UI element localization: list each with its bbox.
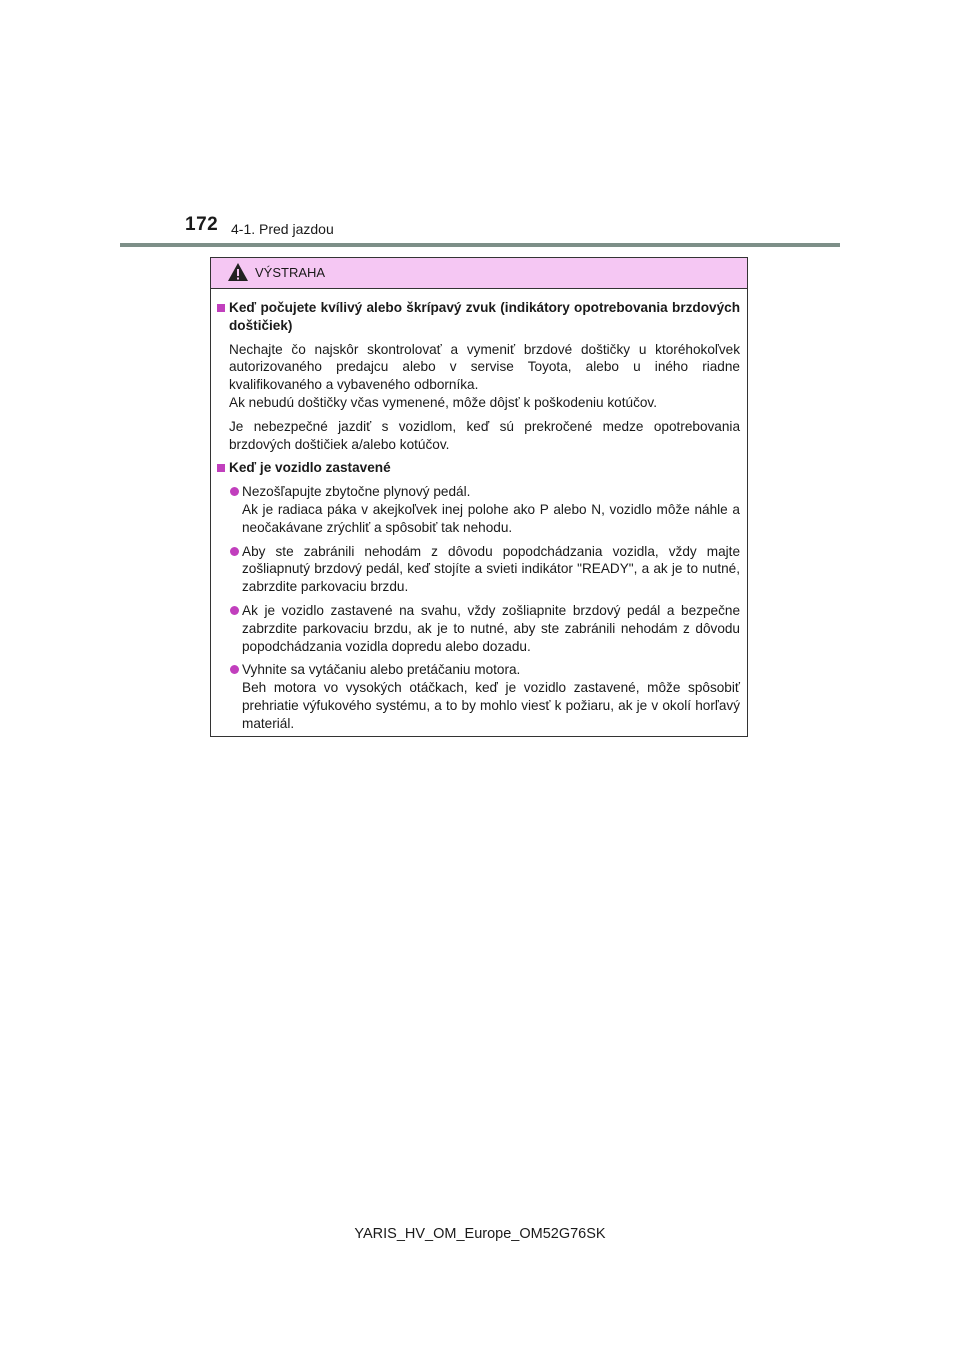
warning-header [211,258,747,289]
warning-item-title-stopped: Keď je vozidlo zastavené [217,459,740,477]
round-bullet-icon [230,487,239,496]
brake-wear-paragraph: Je nebezpečné jazdiť s vozidlom, keď sú prekročené medze opotrebovania brzdových doštičiek a/alebo kotúčov. [229,418,740,452]
warning-item-title-brake-pads: Keď počujete kvílivý alebo škrípavý zvuk (indikátory opotrebovania brzdových doštičiek) [217,299,740,335]
list-item: Nezošľapujte zbytočne plynový pedál. Ak je radiaca páka v akejkoľvek inej polohe ako P alebo N, vozidlo môže náhle a neočakávane zrýchliť a spôsobiť tak nehodu. [217,483,740,536]
warning-box [210,257,748,737]
round-bullet-icon [230,606,239,615]
header-rule [120,243,840,247]
square-bullet-icon [217,304,225,312]
list-item: Aby ste zabránili nehodám z dôvodu popodchádzania vozidla, vždy majte zošliapnutý brzdový pedál, keď stojíte a svieti indikátor "READY", a ak je to nutné, zabrzdite parkovaciu brzdu. [217,543,740,596]
warning-label: VÝSTRAHA [255,265,326,280]
round-bullet-icon [230,665,239,674]
brake-pads-paragraph: Nechajte čo najskôr skontrolovať a vymeniť brzdové doštičky u ktoréhokoľvek autorizovaného predajcu alebo v servise Toyota, alebo u iného riadne kvalifikovaného a vybaveného odborníka. Ak nebudú doštičky včas vymenené, môže dôjsť k poškodeniu kotúčov. [229,341,740,410]
round-bullet-icon [230,547,239,556]
warning-triangle-icon [227,262,249,282]
warning-content [211,289,747,733]
list-item: Vyhnite sa vytáčaniu alebo pretáčaniu motora. Beh motora vo vysokých otáčkach, keď je vozidlo zastavené, môže spôsobiť prehriatie výfukového systému, a to by mohlo viesť k požiaru, ak je v okolí horľavý materiál. [217,661,740,732]
list-item: Ak je vozidlo zastavené na svahu, vždy zošliapnite brzdový pedál a bezpečne zabrzdite parkovaciu brzdu, ak je to nutné, aby ste zabránili nehodám z dôvodu popodchádzania vozidla dopredu alebo dozadu. [217,602,740,655]
section-title: 4-1. Pred jazdou [231,221,334,237]
square-bullet-icon [217,464,225,472]
document-id-footer: YARIS_HV_OM_Europe_OM52G76SK [354,1226,606,1242]
page-number: 172 [185,214,219,235]
